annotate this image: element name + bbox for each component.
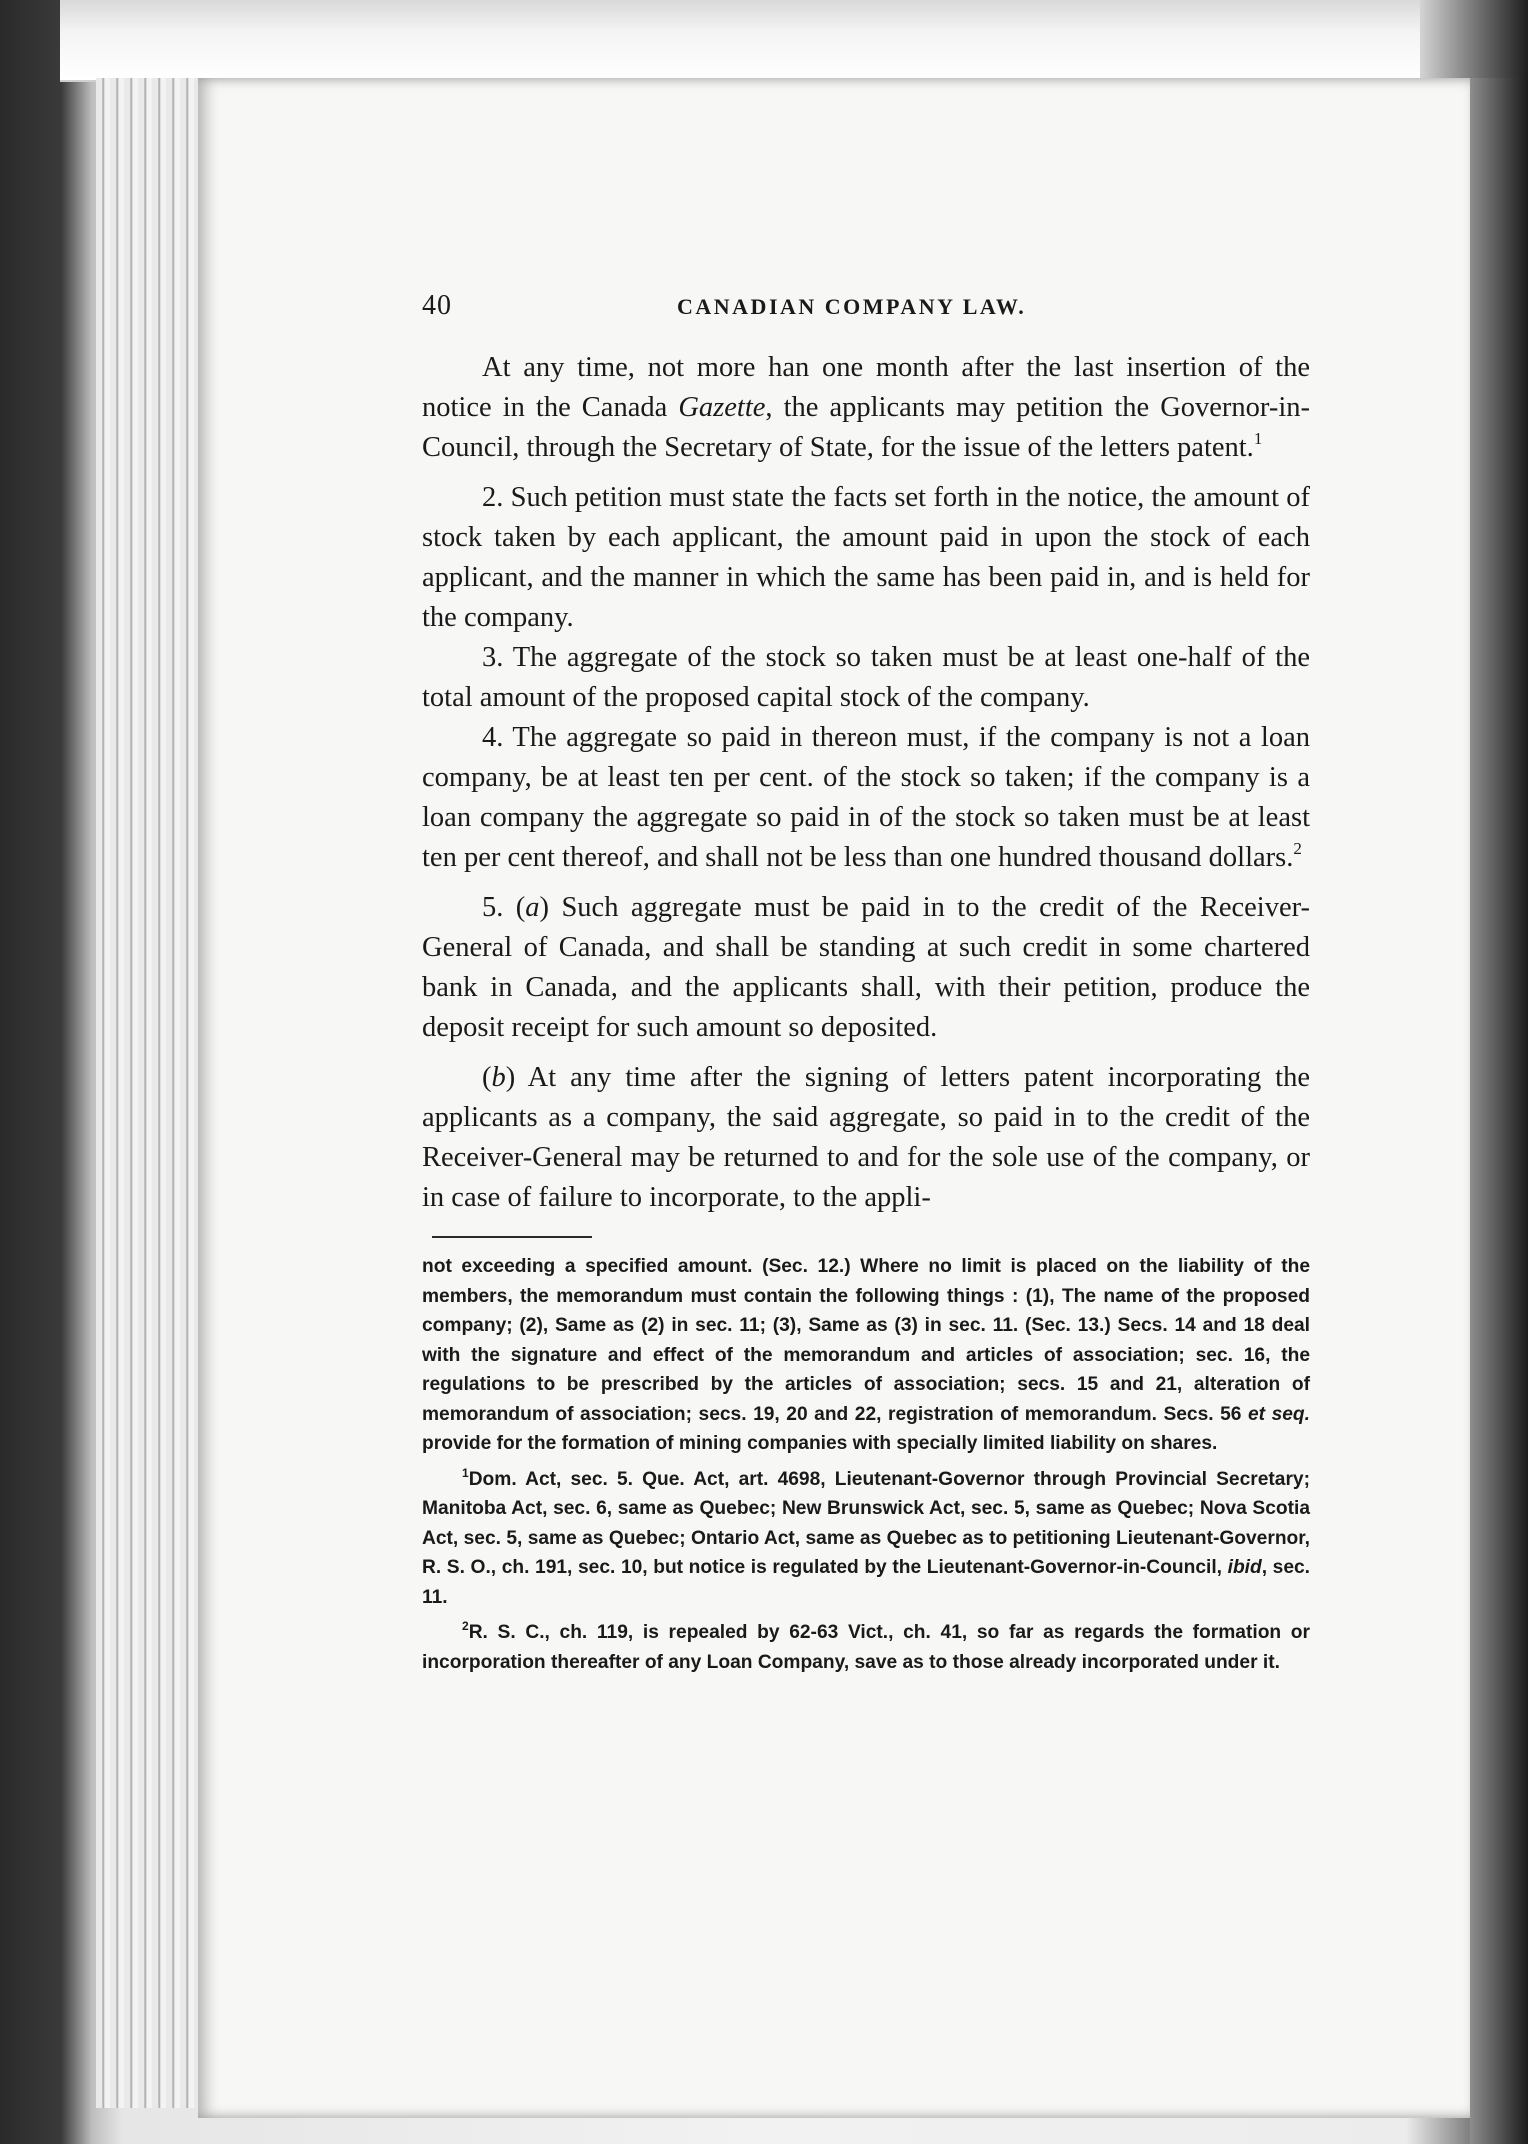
gutter-shadow xyxy=(1470,78,1528,2144)
paragraph-5-letter: a xyxy=(525,892,540,923)
paragraph-2: 2. Such petition must state the facts set forth in the notice, the amount of stock taken by each applicant, the amount paid in upon the stock of each applicant, and the manner in which the same has been paid in, and is held for the company. xyxy=(422,482,1310,633)
paragraph-5-lead: 5. ( xyxy=(482,892,526,923)
footnote-rule xyxy=(432,1236,592,1238)
footnote-1 xyxy=(422,1465,1310,1613)
paragraph-5 xyxy=(422,888,1310,1048)
paragraph-6 xyxy=(422,1058,1310,1218)
running-title: CANADIAN COMPANY LAW. xyxy=(677,294,1027,319)
paragraph-5-text: ) Such aggregate must be paid in to the credit of the Receiver-General of Canada, and shall be standing at such credit in some chartered bank in Canada, and the applicants shall, with their petition, produce the deposit receipt for such amount so deposited. xyxy=(422,892,1311,1043)
footnote-cont-text-a: not exceeding a specified amount. (Sec. 12.) Where no limit is placed on the liability of the members, the memorandum must contain the following things : (1), The name of the proposed company; (2), Same as (2) in sec. 11; (3), Same as (3) in sec. 11. (Sec. 13.) Secs. 14 and 18 deal with the signature and effect of the memorandum and articles of association; sec. 16, the regulations to be prescribed by the articles of association; secs. 15 and 21, alteration of memorandum of association; secs. 19, 20 and 22, registration of memorandum. Secs. 56 xyxy=(422,1256,1310,1425)
footnote-2 xyxy=(422,1618,1310,1677)
footnote-1-italic: ibid xyxy=(1227,1557,1262,1578)
paragraph-3: 3. The aggregate of the stock so taken must be at least one-half of the total amount of the proposed capital stock of the company. xyxy=(422,642,1310,713)
page-stack-edge xyxy=(96,78,206,2108)
paragraph-1-text-b: , the applicants may petition the Governor-in-Council, through the Secretary of State, for the issue of the letters patent. xyxy=(422,392,1310,463)
paragraph-6-lead: ( xyxy=(482,1062,492,1093)
paragraph-1 xyxy=(422,348,1310,468)
paragraph-4 xyxy=(422,718,1310,878)
footnotes xyxy=(422,1252,1310,1677)
paragraph-4-text: 4. The aggregate so paid in thereon must, if the company is not a loan company, be at least ten per cent. of the stock so taken; if the company is a loan company the aggregate so paid in of the stock so taken must be at least ten per cent thereof, and shall not be less than one hundred thousand dollars. xyxy=(422,722,1310,873)
book-top-edge xyxy=(60,0,1420,82)
running-head xyxy=(422,290,1310,340)
footnote-cont-text-b: provide for the formation of mining companies with specially limited liability on shares. xyxy=(422,1433,1218,1454)
footnote-2-text: R. S. C., ch. 119, is repealed by 62-63 Vict., ch. 41, so far as regards the formation or incorporation thereafter of any Loan Company, save as to those already incorporated under it. xyxy=(422,1622,1310,1673)
page-content xyxy=(422,290,1310,1683)
page-number: 40 xyxy=(422,290,452,321)
footnote-ref-1: 1 xyxy=(1253,429,1263,448)
footnote-1-text-b: , sec. 11. xyxy=(422,1557,1310,1608)
paragraph-1-italic: Gazette xyxy=(678,392,766,423)
body-text xyxy=(422,348,1310,1218)
paragraph-6-letter: b xyxy=(491,1062,506,1093)
footnote-1-text-a: Dom. Act, sec. 5. Que. Act, art. 4698, Lieutenant-Governor through Provincial Secretary; Manitoba Act, sec. 6, same as Quebec; New Brunswick Act, sec. 5, same as Quebec; Nova Scotia Act, sec. 5, same as Quebec; Ontario Act, same as Quebec as to petitioning Lieutenant-Governor, R. S. O., ch. 191, sec. 10, but notice is regulated by the Lieutenant-Governor-in-Council, xyxy=(422,1468,1310,1578)
footnote-cont-italic: et seq. xyxy=(1248,1403,1310,1425)
paragraph-6-text: ) At any time after the signing of letters patent incorporating the applicants as a company, the said aggregate, so paid in to the credit of the Receiver-General may be returned to and for the sole use of the company, or in case of failure to incorporate, to the appli- xyxy=(422,1062,1310,1213)
footnote-2-mark: 2 xyxy=(462,1619,469,1633)
footnote-continuation xyxy=(422,1252,1310,1459)
footnote-ref-2: 2 xyxy=(1293,839,1302,858)
footnote-1-mark: 1 xyxy=(462,1465,469,1480)
paragraph-1-text-a: At any time, not more han one month after the last insertion of the notice in the Canada xyxy=(422,352,1310,423)
